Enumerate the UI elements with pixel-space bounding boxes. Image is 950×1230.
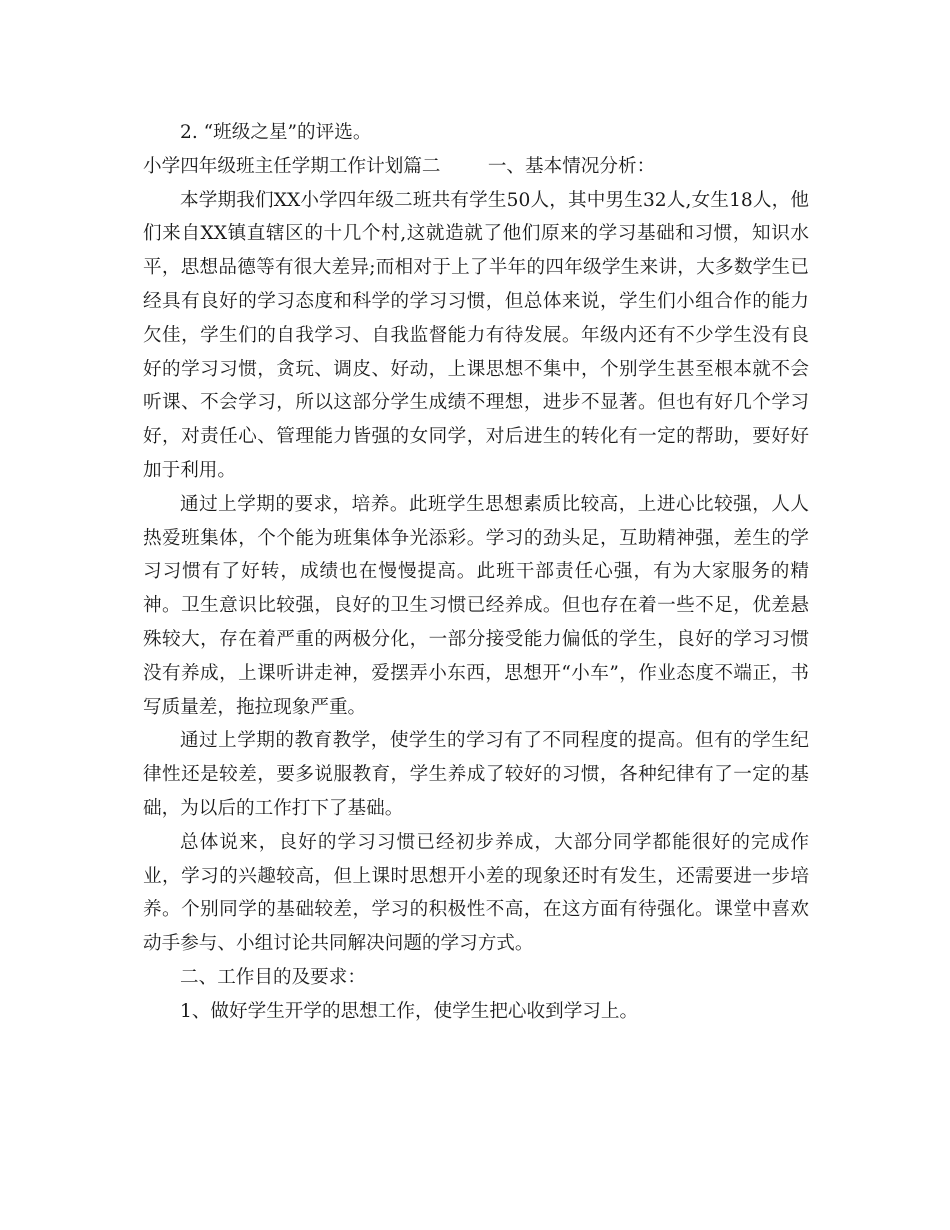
document-body xyxy=(143,116,809,1029)
paragraph-last-term-results: 通过上学期的要求，培养。此班学生思想素质比较高，上进心比较强，人人热爱班集体，个个能为班集体争光添彩。学习的劲头足，互助精神强，差生的学习习惯有了好转，成绩也在慢慢提高。此班干部责任心强，有为大家服务的精神。卫生意识比较强，良好的卫生习惯已经养成。但也存在着一些不足，优差悬殊较大，存在着严重的两极分化，一部分接受能力偏低的学生，良好的学习习惯没有养成，上课听讲走神，爱摆弄小东西，思想开“小车”，作业态度不端正，书写质量差，拖拉现象严重。 xyxy=(143,493,809,718)
paragraph-class-overview: 本学期我们XX小学四年级二班共有学生50人，其中男生32人,女生18人，他们来自XX镇直辖区的十几个村,这就造就了他们原来的学习基础和习惯，知识水平，思想品德等有很大差异;而相对于上了半年的四年级学生来讲，大多数学生已经具有良好的学习态度和科学的学习习惯，但总体来说，学生们小组合作的能力欠佳，学生们的自我学习、自我监督能力有待发展。年级内还有不少学生没有良好的学习习惯，贪玩、调皮、好动，上课思想不集中，个别学生甚至根本就不会听课、不会学习，所以这部分学生成绩不理想，进步不显著。但也有好几个学习好，对责任心、管理能力皆强的女同学，对后进生的转化有一定的帮助，要好好加于利用。 xyxy=(143,189,809,481)
paragraph-teaching-progress: 通过上学期的教育教学，使学生的学习有了不同程度的提高。但有的学生纪律性还是较差，要多说服教育，学生养成了较好的习惯，各种纪律有了一定的基础，为以后的工作打下了基础。 xyxy=(143,730,809,819)
section-title-line xyxy=(143,150,809,184)
section-title: 小学四年级班主任学期工作计划篇二 xyxy=(143,155,441,177)
section-heading-basic-analysis: 一、基本情况分析： xyxy=(487,155,656,177)
paragraph-overall-summary: 总体说来，良好的学习习惯已经初步养成，大部分同学都能很好的完成作业，学习的兴趣较高，但上课时思想开小差的现象还时有发生，还需要进一步培养。个别同学的基础较差，学习的积极性不高，在这方面有待强化。课堂中喜欢动手参与、小组讨论共同解决问题的学习方式。 xyxy=(143,831,809,955)
list-item-star-selection: 2. “班级之星”的评选。 xyxy=(180,122,372,143)
section-heading-goals: 二、工作目的及要求： xyxy=(180,966,366,988)
goal-item-1: 1、做好学生开学的思想工作，使学生把心收到学习上。 xyxy=(180,1000,639,1022)
